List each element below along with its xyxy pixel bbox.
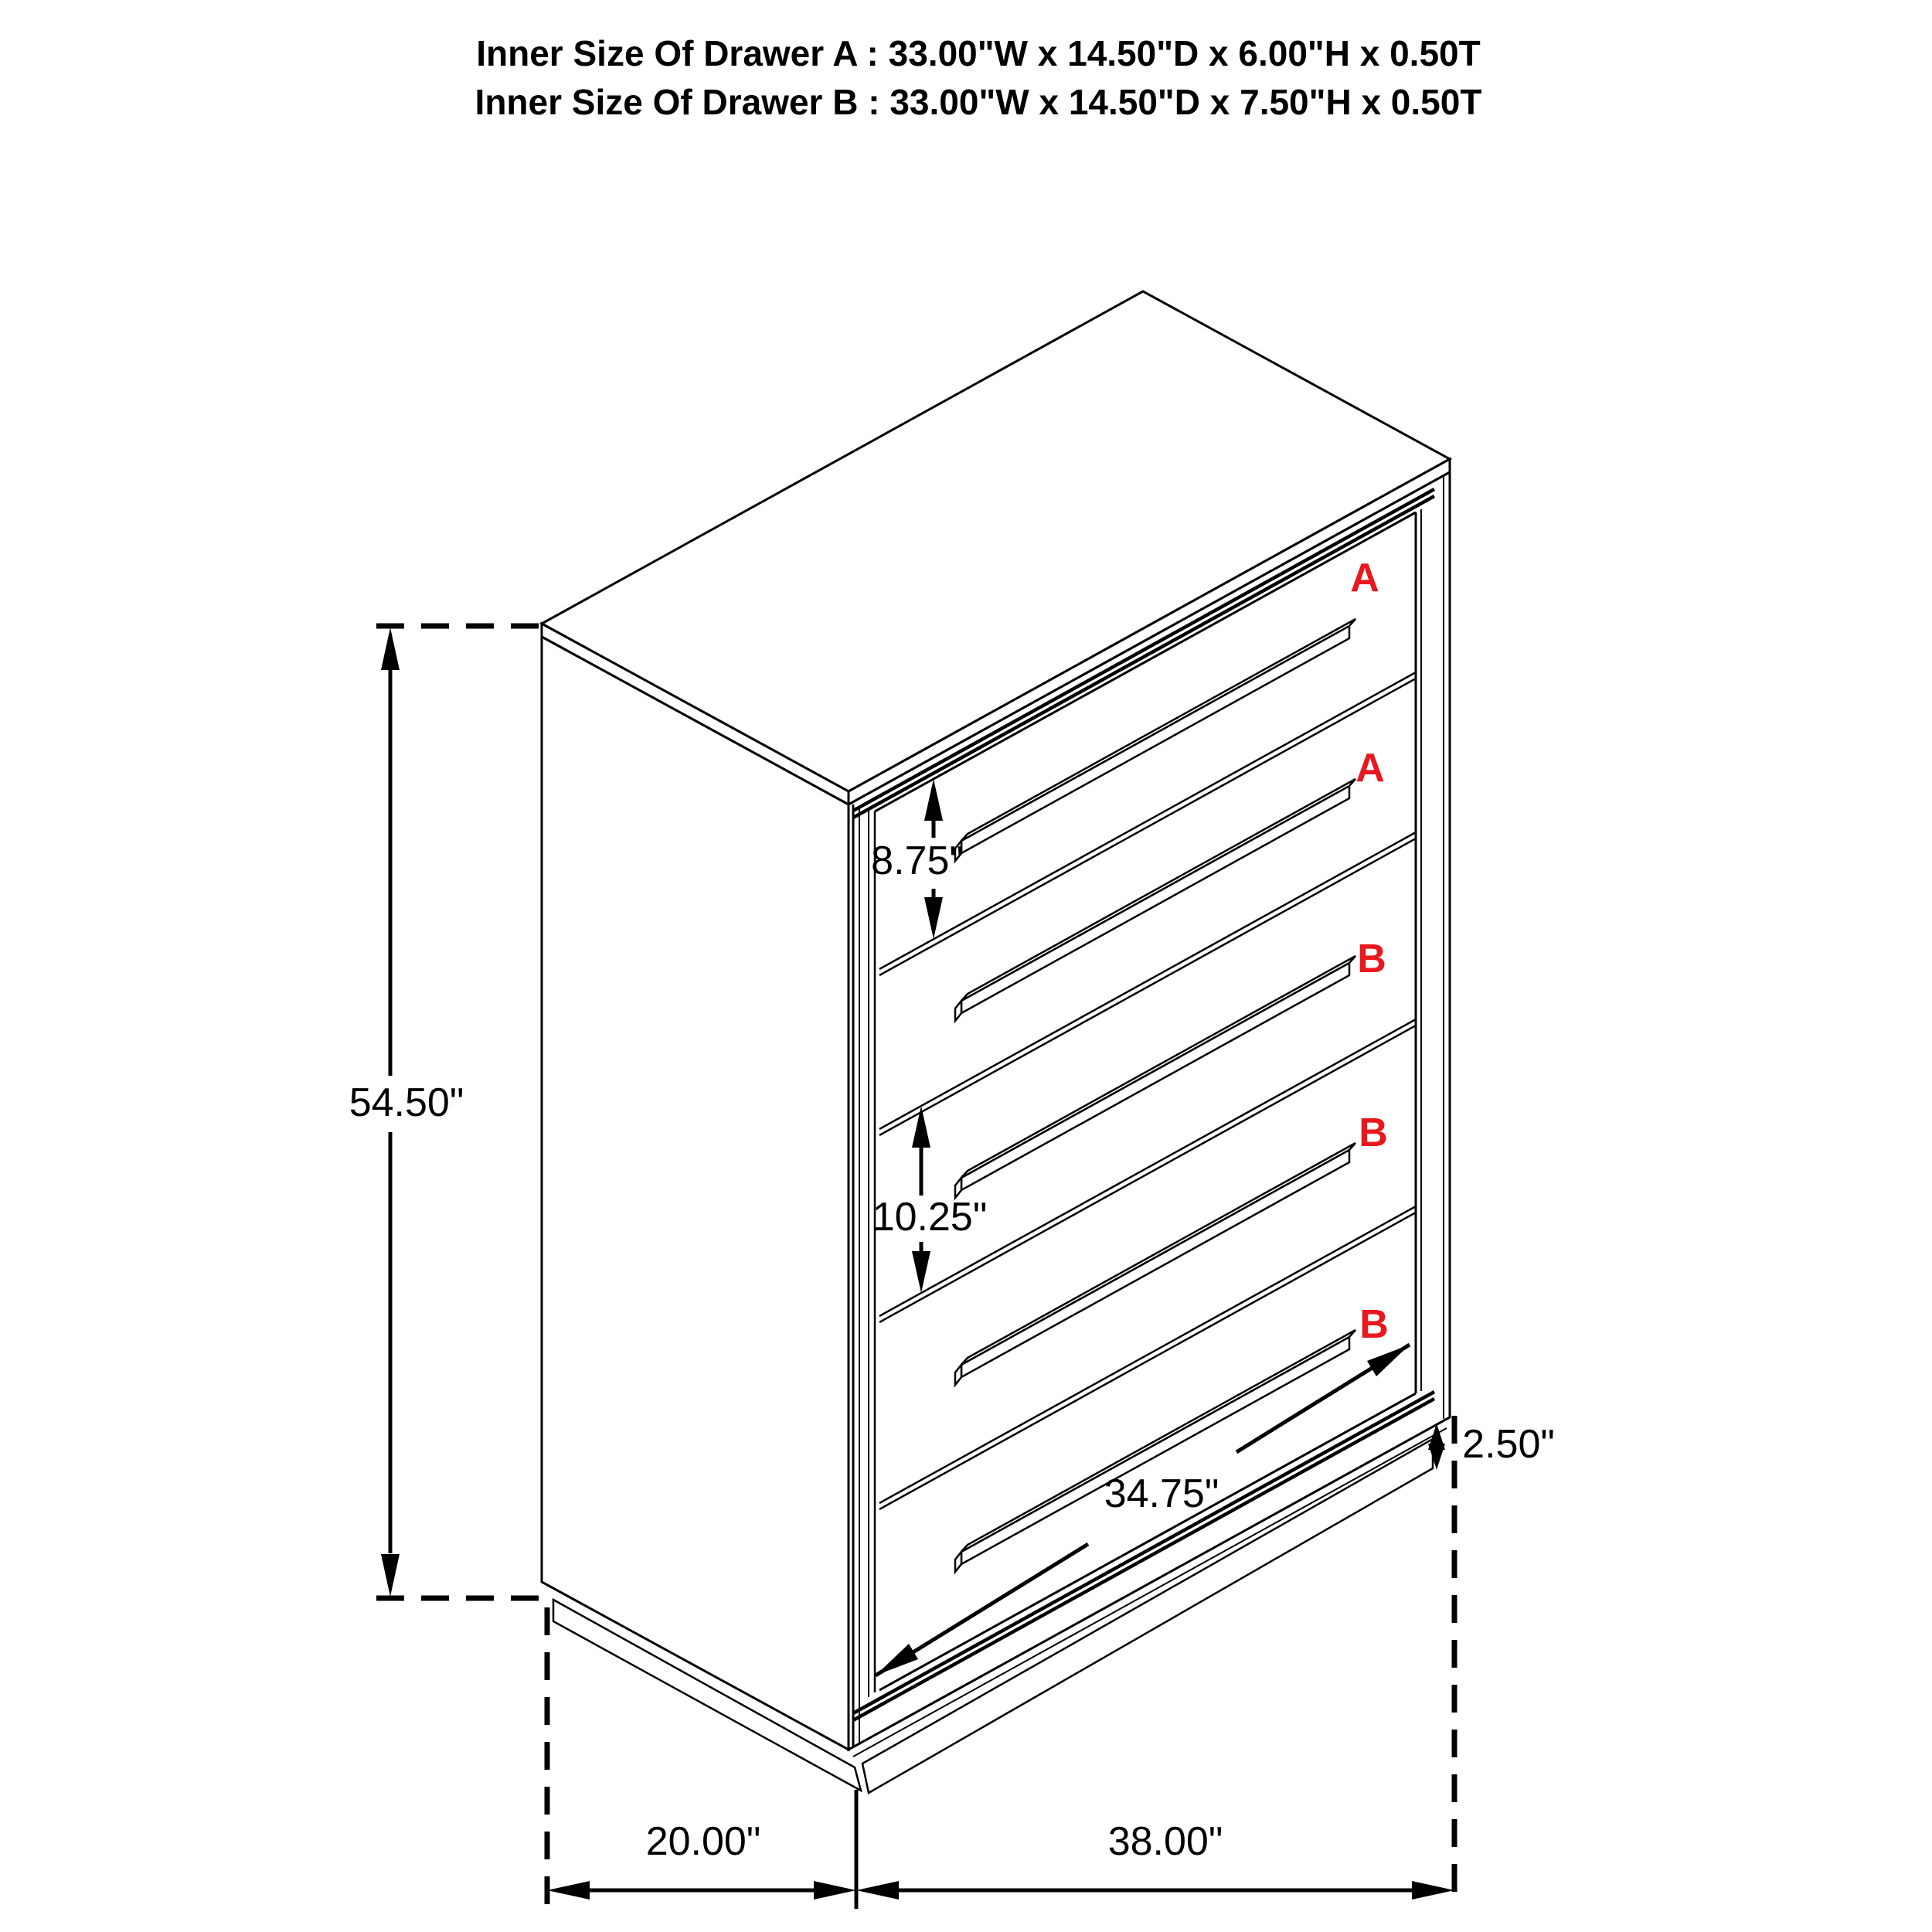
arrowhead-left-icon bbox=[856, 1881, 899, 1900]
dimension-overall-height bbox=[349, 626, 543, 1598]
title-inner-size-drawer-a: Inner Size Of Drawer A : 33.00"W x 14.50"D x 6.00"H x 0.50T bbox=[476, 33, 1481, 73]
arrowhead-up-icon bbox=[381, 628, 400, 670]
side-depth-value: 20.00" bbox=[645, 1819, 761, 1864]
front-width-value: 38.00" bbox=[1107, 1819, 1223, 1864]
overall-height-value: 54.50" bbox=[349, 1080, 464, 1125]
cabinet-side-panel bbox=[542, 637, 849, 1750]
drawer-label-b2: B bbox=[1359, 1111, 1388, 1155]
drawer-front-width-value: 34.75" bbox=[1104, 1471, 1219, 1516]
arrowhead-right-icon bbox=[1412, 1881, 1454, 1900]
base-height-value: 2.50" bbox=[1462, 1422, 1555, 1467]
arrowhead-right-icon bbox=[814, 1881, 856, 1900]
drawer-label-b3: B bbox=[1359, 1302, 1389, 1347]
drawer-label-a2: A bbox=[1355, 746, 1385, 791]
title-inner-size-drawer-b: Inner Size Of Drawer B : 33.00"W x 14.50"D x 7.50"H x 0.50T bbox=[474, 82, 1482, 122]
dimension-base-height bbox=[1428, 1422, 1555, 1470]
arrowhead-left-icon bbox=[547, 1881, 590, 1900]
arrowhead-down-icon bbox=[381, 1554, 400, 1597]
drawer-label-a1: A bbox=[1350, 556, 1379, 600]
drawer-b-front-height-value: 10.25" bbox=[872, 1195, 988, 1240]
drawer-label-b1: B bbox=[1357, 937, 1386, 981]
cabinet bbox=[542, 291, 1450, 1793]
drawer-a-front-height-value: 8.75" bbox=[871, 838, 964, 883]
